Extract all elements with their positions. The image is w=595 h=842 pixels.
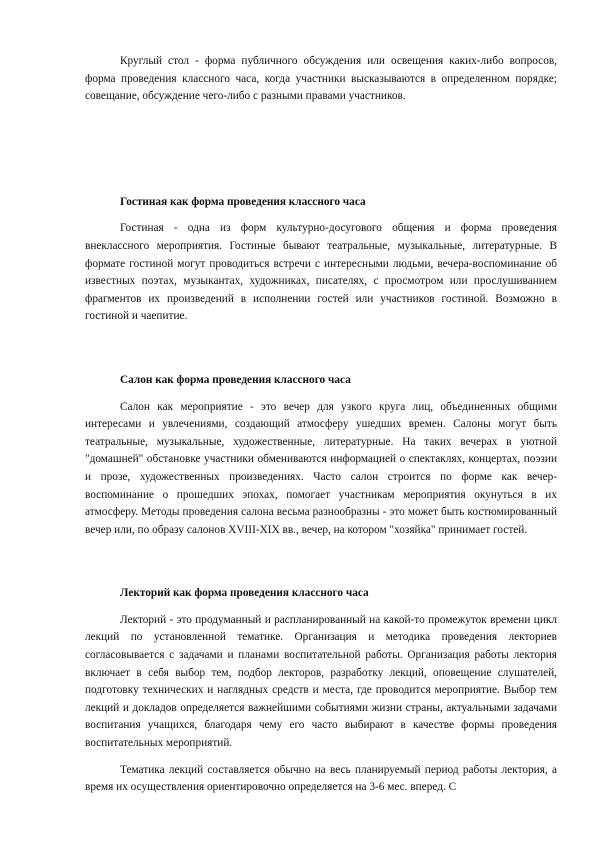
paragraph-salon: Салон как мероприятие - это вечер для узкого круга лиц, объединенных общими интересами и увлечениями, создающий атмосферу ушедших времен. Салоны могут быть театральные, музыкальные, художественные, литературные. На таких вечерах в уютной "домашней" обстановке участники обмениваются информацией о спектаклях, концертах, поэзии и прозе, художественных произведениях. Часто салон строится по форме как вечер-воспоминание о прошедших эпохах, помогает участникам мероприятия окунуться в их атмосферу. Методы проведения салона весьма разнообразны - это может быть костюмированный вечер или, по образу салонов XVIII-XIX вв., вечер, на котором "хозяйка" принимает гостей. bbox=[85, 400, 557, 536]
section-heading-gostinaya: Гостиная как форма проведения классного часа bbox=[120, 195, 366, 208]
intro-paragraph: Круглый стол - форма публичного обсуждения или освещения каких-либо вопросов, форма проведения классного часа, когда участники высказываются в определенном порядке; совещание, обсуждение чего-либо с разными правами участников. bbox=[85, 55, 557, 103]
document-body bbox=[85, 53, 557, 797]
paragraph-lektoriy-1: Лекторий - это продуманный и распланированный на какой-то промежуток времени цикл лекций по установленной тематике. Организация и методика проведения лекториев согласовывается с задачами и планами воспитательной работы. Организация работы лектория включает в себя выбор тем, подбор лекторов, разработку лекций, оповещение слушателей, подготовку технических и наглядных средств и места, где проводится мероприятие. Выбор тем лекций и докладов определяется важнейшими событиями жизни страны, актуальными задачами воспитания учащихся, благодаря чему его часто выбирают в качестве формы проведения воспитательных мероприятий. bbox=[85, 613, 557, 750]
section-heading-lektoriy: Лекторий как форма проведения классного часа bbox=[120, 587, 369, 600]
paragraph-lektoriy-2: Тематика лекций составляется обычно на весь планируемый период работы лектория, а время их осуществления ориентировочно определяется на 3-6 мес. вперед. С bbox=[85, 763, 557, 794]
section-heading-salon: Салон как форма проведения классного часа bbox=[120, 373, 351, 386]
paragraph-gostinaya: Гостиная - одна из форм культурно-досугового общения и форма проведения внеклассного мероприятия. Гостиные бывают театральные, музыкальные, литературные. В формате гостиной могут проводиться встречи с интересными людьми, вечера-воспоминание об известных поэтах, музыкантах, художниках, писателях, с просмотром или прослушиванием фрагментов их произведений в исполнении гостей или участников гостиной. Возможно в гостиной и чаепитие. bbox=[85, 222, 557, 323]
